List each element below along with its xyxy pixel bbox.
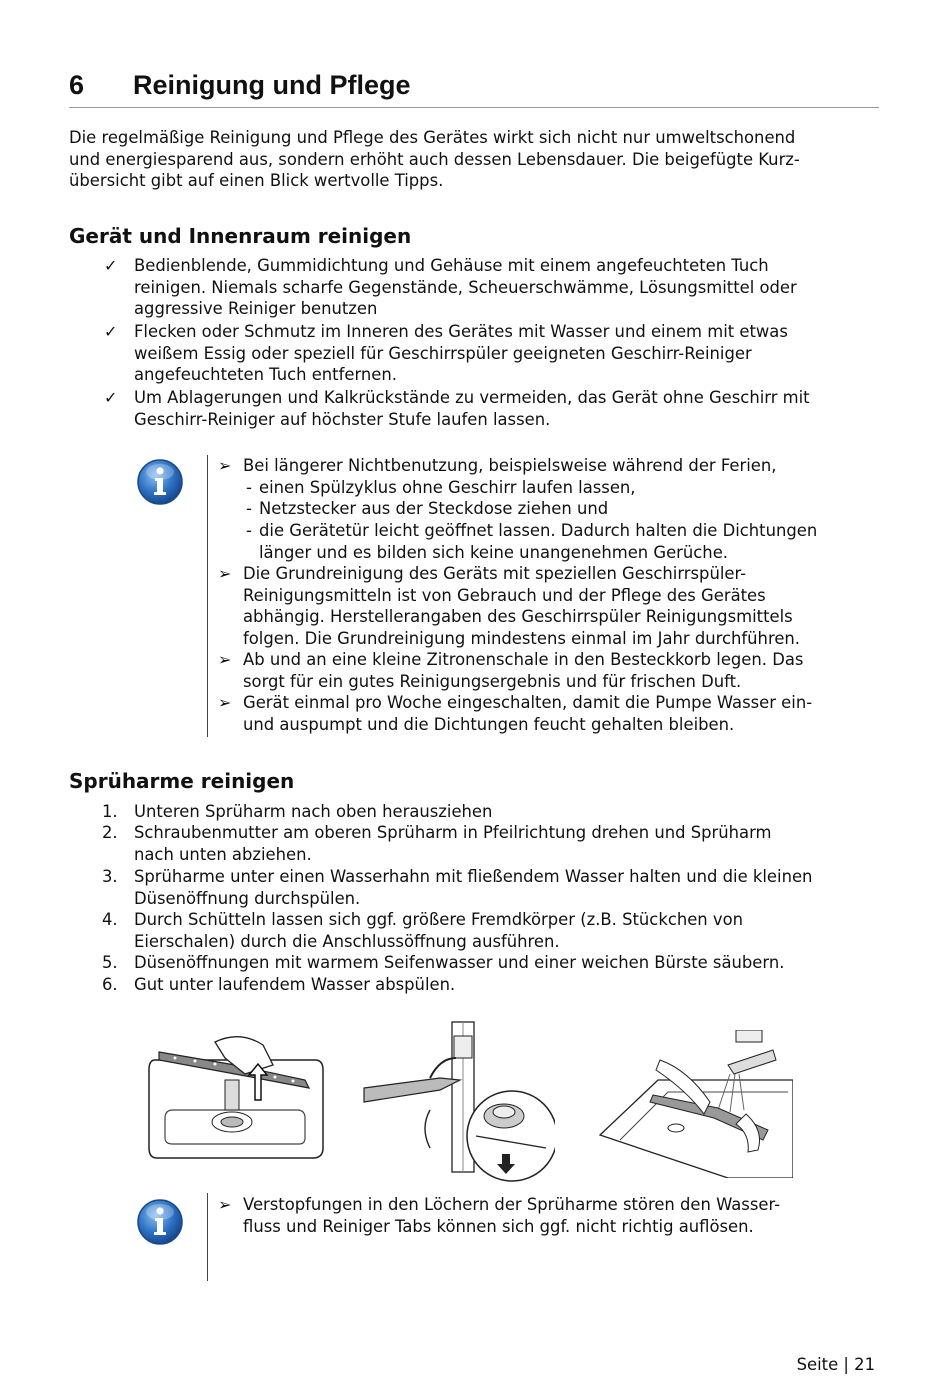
check-item: Um Ablagerungen und Kalkrückstände zu vermeiden, das Gerät ohne Geschirr mit Geschirr-Reiniger auf höchster Stufe laufen lassen. xyxy=(134,388,810,429)
list-item: Düsenöffnungen mit warmem Seifenwasser und einer weichen Bürste säubern. xyxy=(134,953,785,972)
page-number: 21 xyxy=(854,1355,875,1374)
info-sub-item: einen Spülzyklus ohne Geschirr laufen lassen, xyxy=(259,478,636,497)
footer-separator: | xyxy=(843,1355,849,1374)
list-number: 1. xyxy=(102,802,118,821)
intro-paragraph xyxy=(69,127,879,192)
list-item: Durch Schütteln lassen sich ggf. größere Fremdkörper (z.B. Stückchen von Eierschalen) durch die Anschlussöffnung ausführen. xyxy=(134,910,744,951)
check-item: Flecken oder Schmutz im Inneren des Gerätes mit Wasser und einem mit etwas weißem Essig oder speziell für Geschirrspüler geeigneten Geschirr-Reiniger angefeuchteten Tuch entfernen. xyxy=(134,322,788,385)
info-item: Verstopfungen in den Löchern der Sprüharme stören den Wasser- fluss und Reiniger Tabs können sich ggf. nicht richtig auflösen. xyxy=(243,1195,781,1236)
list-number: 2. xyxy=(102,823,118,842)
list-number: 4. xyxy=(102,910,118,929)
list-item: Schraubenmutter am oberen Sprüharm in Pfeilrichtung drehen und Sprüharm nach unten abziehen. xyxy=(134,823,772,864)
list-item: Unteren Sprüharm nach oben herausziehen xyxy=(134,802,493,821)
check-item: Bedienblende, Gummidichtung und Gehäuse mit einem angefeuchteten Tuch reinigen. Niemals scharfe Gegenstände, Scheuerschwämme, Lösungsmittel oder aggressive Reiniger benutzen xyxy=(134,256,797,319)
info-item: Gerät einmal pro Woche eingeschalten, damit die Pumpe Wasser ein- und auspumpt und die Dichtungen feucht gehalten bleiben. xyxy=(243,693,813,734)
info-box-divider xyxy=(207,455,208,737)
dash-bullet: - xyxy=(246,478,252,497)
intro-line: und energiesparend aus, sondern erhöht auch dessen Lebensdauer. Die beigefügte Kurz- xyxy=(69,149,800,169)
checkmark-icon: ✓ xyxy=(104,322,118,341)
checkmark-icon: ✓ xyxy=(104,388,118,407)
list-number: 3. xyxy=(102,867,118,886)
list-item: Sprüharme unter einen Wasserhahn mit fließendem Wasser halten und die kleinen Düsenöffnung durchspülen. xyxy=(134,867,813,908)
arrow-bullet-icon: ➢ xyxy=(218,650,232,669)
section-heading-spruharme: Sprüharme reinigen xyxy=(69,769,295,793)
chapter-heading xyxy=(69,68,879,108)
chapter-title: Reinigung und Pflege xyxy=(133,70,411,100)
list-number: 6. xyxy=(102,975,118,994)
arrow-bullet-icon: ➢ xyxy=(218,564,232,583)
rinse-under-tap-illustration xyxy=(598,1030,793,1178)
info-sub-item: Netzstecker aus der Steckdose ziehen und xyxy=(259,499,609,518)
page-footer xyxy=(797,1355,875,1374)
arrow-bullet-icon: ➢ xyxy=(218,693,232,712)
info-box-divider xyxy=(207,1193,208,1281)
info-sub-item: die Gerätetür leicht geöffnet lassen. Dadurch halten die Dichtungen länger und es bilden sich keine unangenehmen Gerüche. xyxy=(259,521,818,562)
lower-spray-arm-illustration xyxy=(145,1030,325,1165)
upper-spray-arm-illustration xyxy=(360,1018,555,1183)
section-heading-geraet: Gerät und Innenraum reinigen xyxy=(69,224,412,248)
info-icon xyxy=(136,458,184,506)
list-item: Gut unter laufendem Wasser abspülen. xyxy=(134,975,456,994)
footer-label: Seite xyxy=(796,1355,839,1374)
info-item: Die Grundreinigung des Geräts mit speziellen Geschirrspüler- Reinigungsmitteln ist von Gebrauch und der Pflege des Gerätes abhängig. Herstellerangaben des Geschirrspüler Reinigungsmittels folgen. Die Grundreinigung mindestens einmal im Jahr durchführen. xyxy=(243,564,801,649)
chapter-number: 6 xyxy=(69,70,85,100)
info-item: Bei längerer Nichtbenutzung, beispielsweise während der Ferien, xyxy=(243,456,777,475)
checkmark-icon: ✓ xyxy=(104,256,118,275)
arrow-bullet-icon: ➢ xyxy=(218,1195,232,1214)
info-icon xyxy=(136,1198,184,1246)
dash-bullet: - xyxy=(246,499,252,518)
intro-line: Die regelmäßige Reinigung und Pflege des Gerätes wirkt sich nicht nur umweltschonend xyxy=(69,128,796,147)
list-number: 5. xyxy=(102,953,118,972)
intro-line: übersicht gibt auf einen Blick wertvolle Tipps. xyxy=(69,171,444,191)
info-item: Ab und an eine kleine Zitronenschale in den Besteckkorb legen. Das sorgt für ein gutes Reinigungsergebnis und für frischen Duft. xyxy=(243,650,804,691)
dash-bullet: - xyxy=(246,521,252,540)
arrow-bullet-icon: ➢ xyxy=(218,456,232,475)
